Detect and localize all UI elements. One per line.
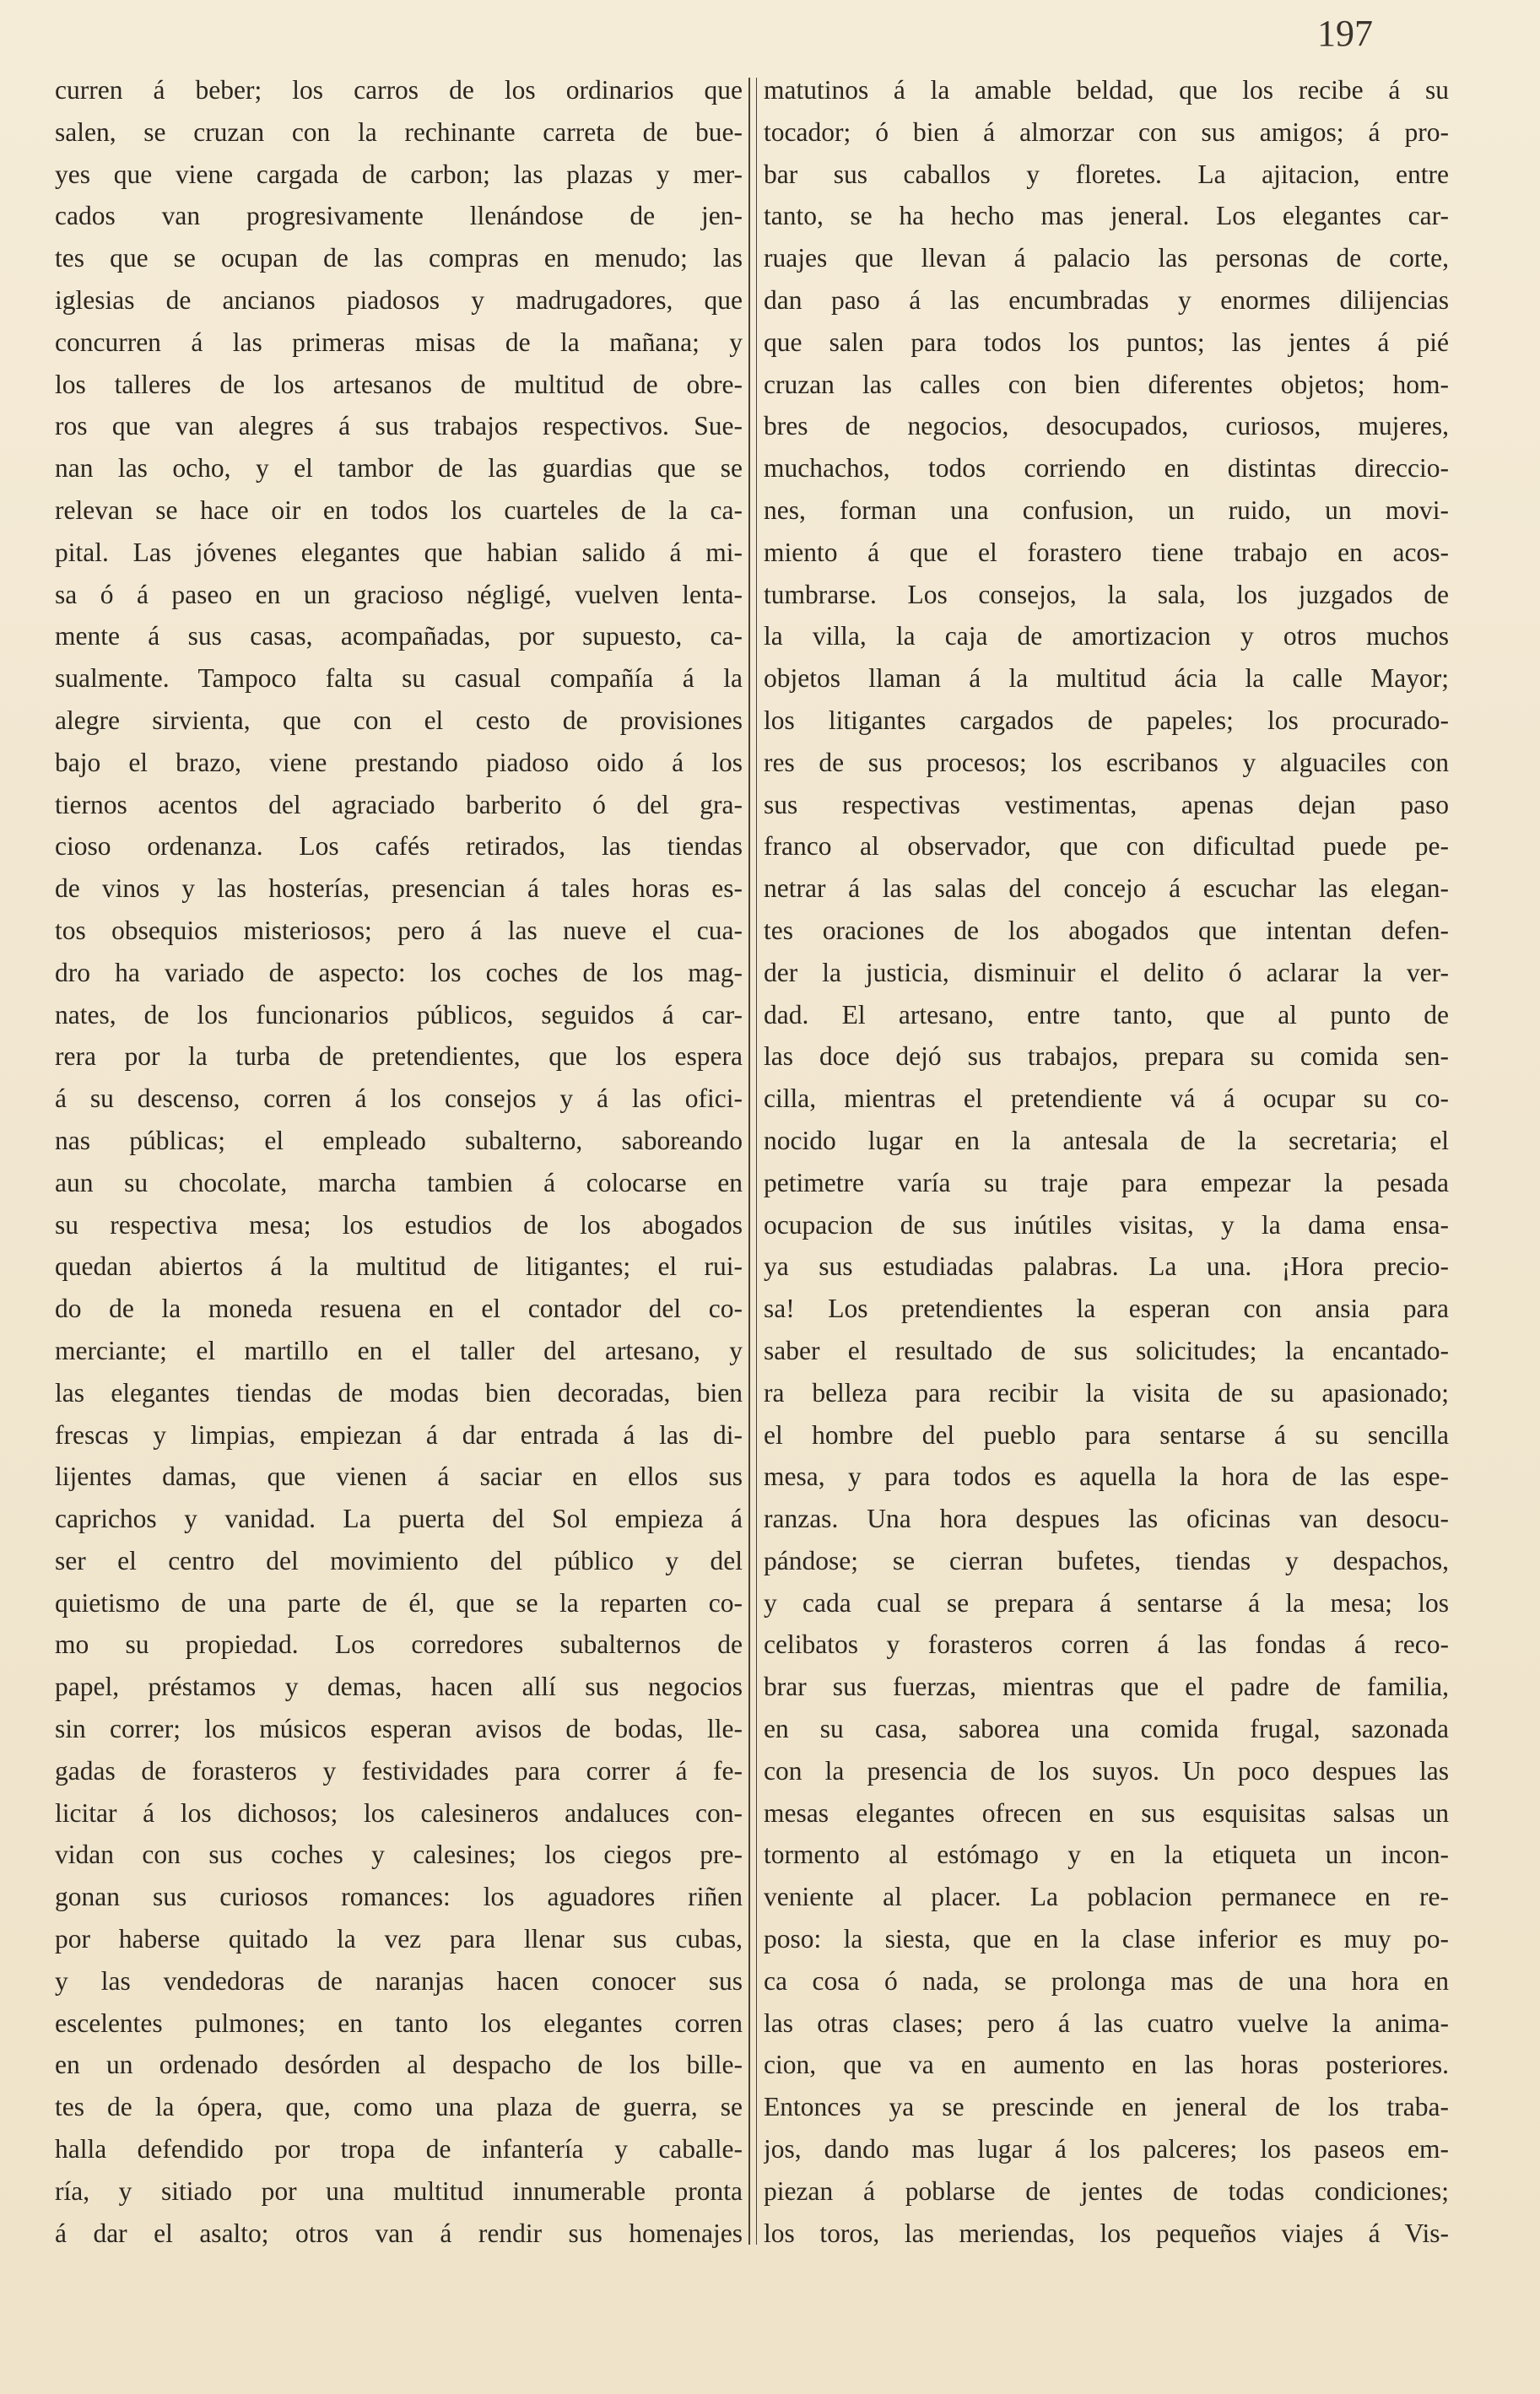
text-line: los talleres de los artesanos de multitud de obre- [55,369,743,399]
text-line: sa ó á paseo en un gracioso négligé, vuelven lenta- [55,579,743,609]
text-line: en su casa, saborea una comida frugal, sazonada [764,1714,1449,1744]
text-line: res de sus procesos; los escribanos y alguaciles con [764,747,1449,777]
text-line: ranzas. Una hora despues las oficinas van desocu- [764,1504,1449,1534]
text-line: aun su chocolate, marcha tambien á colocarse en [55,1167,743,1197]
text-line: nan las ocho, y el tambor de las guardias que se [55,453,743,484]
text-line: licitar á los dichosos; los calesineros andaluces con- [55,1797,743,1828]
text-line: netrar á las salas del concejo á escuchar las elegan- [764,873,1449,904]
text-line: vidan con sus coches y calesines; los ciegos pre- [55,1840,743,1870]
text-line: y cada cual se prepara á sentarse á la mesa; los [764,1587,1449,1618]
text-line: bar sus caballos y floretes. La ajitacion, entre [764,159,1449,189]
text-line: mente á sus casas, acompañadas, por supuesto, ca- [55,621,743,651]
text-line: tes que se ocupan de las compras en menudo; las [55,243,743,273]
text-line: iglesias de ancianos piadosos y madrugadores, que [55,284,743,315]
text-line: dro ha variado de aspecto: los coches de los mag- [55,957,743,987]
text-line: der la justicia, disminuir el delito ó aclarar la ver- [764,957,1449,987]
text-line: y las vendedoras de naranjas hacen conocer sus [55,1965,743,1996]
text-line: sin correr; los músicos esperan avisos de bodas, lle- [55,1714,743,1744]
text-line: do de la moneda resuena en el contador del co- [55,1294,743,1324]
text-line: celibatos y forasteros corren á las fondas á reco- [764,1629,1449,1660]
text-line: su respectiva mesa; los estudios de los abogados [55,1209,743,1240]
text-line: ocupacion de sus inútiles visitas, y la dama ensa- [764,1209,1449,1240]
text-line: poso: la siesta, que en la clase inferior es muy po- [764,1924,1449,1954]
text-line: tocador; ó bien á almorzar con sus amigos; á pro- [764,116,1449,147]
text-line: cruzan las calles con bien diferentes objetos; hom- [764,369,1449,399]
text-line: mesas elegantes ofrecen en sus esquisitas salsas un [764,1797,1449,1828]
text-line: tes de la ópera, que, como una plaza de guerra, se [55,2092,743,2122]
text-line: por haberse quitado la vez para llenar sus cubas, [55,1924,743,1954]
text-line: ros que van alegres á sus trabajos respectivos. Sue- [55,411,743,441]
text-line: frescas y limpias, empiezan á dar entrada á las di- [55,1419,743,1450]
text-line: pital. Las jóvenes elegantes que habian salido á mi- [55,537,743,567]
column-divider-rule-thin [756,78,757,2245]
text-line: tiernos acentos del agraciado barberito ó del gra- [55,789,743,819]
text-line: sa! Los pretendientes la esperan con ansia para [764,1294,1449,1324]
text-line: ría, y sitiado por una multitud innumerable pronta [55,2175,743,2206]
text-line: brar sus fuerzas, mientras que el padre de familia, [764,1672,1449,1702]
text-line: la villa, la caja de amortizacion y otros muchos [764,621,1449,651]
text-line: alegre sirvienta, que con el cesto de provisiones [55,705,743,735]
text-line: matutinos á la amable beldad, que los recibe á su [764,75,1449,105]
text-line: dan paso á las encumbradas y enormes dilijencias [764,284,1449,315]
text-line: ser el centro del movimiento del público y del [55,1545,743,1575]
text-line: miento á que el forastero tiene trabajo en acos- [764,537,1449,567]
right-text-column [764,69,1449,2348]
text-line: ra belleza para recibir la visita de su apasionado; [764,1377,1449,1408]
text-line: saber el resultado de sus solicitudes; la encantado- [764,1335,1449,1365]
text-line: petimetre varía su traje para empezar la pesada [764,1167,1449,1197]
text-line: á su descenso, corren á los consejos y á las ofici- [55,1084,743,1114]
column-divider-rule [748,78,750,2245]
text-line: mo su propiedad. Los corredores subalternos de [55,1629,743,1660]
text-line: sualmente. Tampoco falta su casual compañía á la [55,663,743,694]
text-line: curren á beber; los carros de los ordinarios que [55,75,743,105]
text-line: ca cosa ó nada, se prolonga mas de una hora en [764,1965,1449,1996]
text-line: mesa, y para todos es aquella la hora de las espe- [764,1462,1449,1492]
text-line: tormento al estómago y en la etiqueta un incon- [764,1840,1449,1870]
text-line: franco al observador, que con dificultad puede pe- [764,831,1449,862]
text-line: tes oraciones de los abogados que intentan defen- [764,915,1449,945]
text-line: muchachos, todos corriendo en distintas direccio- [764,453,1449,484]
text-line: nocido lugar en la antesala de la secretaria; el [764,1125,1449,1155]
text-line: las otras clases; pero á las cuatro vuelve la anima- [764,2008,1449,2038]
text-line: dad. El artesano, entre tanto, que al punto de [764,999,1449,1029]
text-line: halla defendido por tropa de infantería y caballe- [55,2134,743,2164]
text-line: las elegantes tiendas de modas bien decoradas, bien [55,1377,743,1408]
text-line: yes que viene cargada de carbon; las plazas y mer- [55,159,743,189]
text-line: Entonces ya se prescinde en jeneral de los traba- [764,2092,1449,2122]
text-line: tanto, se ha hecho mas jeneral. Los elegantes car- [764,201,1449,231]
text-line: bajo el brazo, viene prestando piadoso oido á los [55,747,743,777]
text-line: los toros, las meriendas, los pequeños viajes á Vis- [764,2218,1449,2248]
text-line: cion, que va en aumento en las horas posteriores. [764,2050,1449,2080]
page-number: 197 [1317,13,1373,54]
text-line: caprichos y vanidad. La puerta del Sol empieza á [55,1504,743,1534]
text-line: merciante; el martillo en el taller del artesano, y [55,1335,743,1365]
text-line: escelentes pulmones; en tanto los elegantes corren [55,2008,743,2038]
text-line: rera por la turba de pretendientes, que los espera [55,1041,743,1072]
text-line: cilla, mientras el pretendiente vá á ocupar su co- [764,1084,1449,1114]
text-line: bres de negocios, desocupados, curiosos, mujeres, [764,411,1449,441]
text-line: en un ordenado desórden al despacho de los bille- [55,2050,743,2080]
text-line: quietismo de una parte de él, que se la reparten co- [55,1587,743,1618]
text-line: á dar el asalto; otros van á rendir sus homenajes [55,2218,743,2248]
text-line: papel, préstamos y demas, hacen allí sus negocios [55,1672,743,1702]
text-line: nes, forman una confusion, un ruido, un movi- [764,494,1449,525]
text-line: gadas de forasteros y festividades para correr á fe- [55,1755,743,1786]
text-line: objetos llaman á la multitud ácia la calle Mayor; [764,663,1449,694]
text-line: lijentes damas, que vienen á saciar en ellos sus [55,1462,743,1492]
text-line: gonan sus curiosos romances: los aguadores riñen [55,1882,743,1912]
text-line: pándose; se cierran bufetes, tiendas y despachos, [764,1545,1449,1575]
text-line: de vinos y las hosterías, presencian á tales horas es- [55,873,743,904]
text-line: salen, se cruzan con la rechinante carreta de bue- [55,116,743,147]
text-line: cados van progresivamente llenándose de jen- [55,201,743,231]
text-line: sus respectivas vestimentas, apenas dejan paso [764,789,1449,819]
text-line: cioso ordenanza. Los cafés retirados, las tiendas [55,831,743,862]
text-line: tumbrarse. Los consejos, la sala, los juzgados de [764,579,1449,609]
text-line: jos, dando mas lugar á los palceres; los paseos em- [764,2134,1449,2164]
text-line: el hombre del pueblo para sentarse á su sencilla [764,1419,1449,1450]
text-line: nates, de los funcionarios públicos, seguidos á car- [55,999,743,1029]
text-line: ruajes que llevan á palacio las personas de corte, [764,243,1449,273]
text-line: nas públicas; el empleado subalterno, saboreando [55,1125,743,1155]
text-line: los litigantes cargados de papeles; los procurado- [764,705,1449,735]
text-line: ya sus estudiadas palabras. La una. ¡Hora precio- [764,1251,1449,1282]
text-line: relevan se hace oir en todos los cuarteles de la ca- [55,494,743,525]
text-line: las doce dejó sus trabajos, prepara su comida sen- [764,1041,1449,1072]
text-line: piezan á poblarse de jentes de todas condiciones; [764,2175,1449,2206]
left-text-column [55,69,743,2348]
text-line: veniente al placer. La poblacion permanece en re- [764,1882,1449,1912]
text-line: concurren á las primeras misas de la mañana; y [55,327,743,357]
text-line: con la presencia de los suyos. Un poco despues las [764,1755,1449,1786]
text-line: tos obsequios misteriosos; pero á las nueve el cua- [55,915,743,945]
text-line: que salen para todos los puntos; las jentes á pié [764,327,1449,357]
text-line: quedan abiertos á la multitud de litigantes; el rui- [55,1251,743,1282]
